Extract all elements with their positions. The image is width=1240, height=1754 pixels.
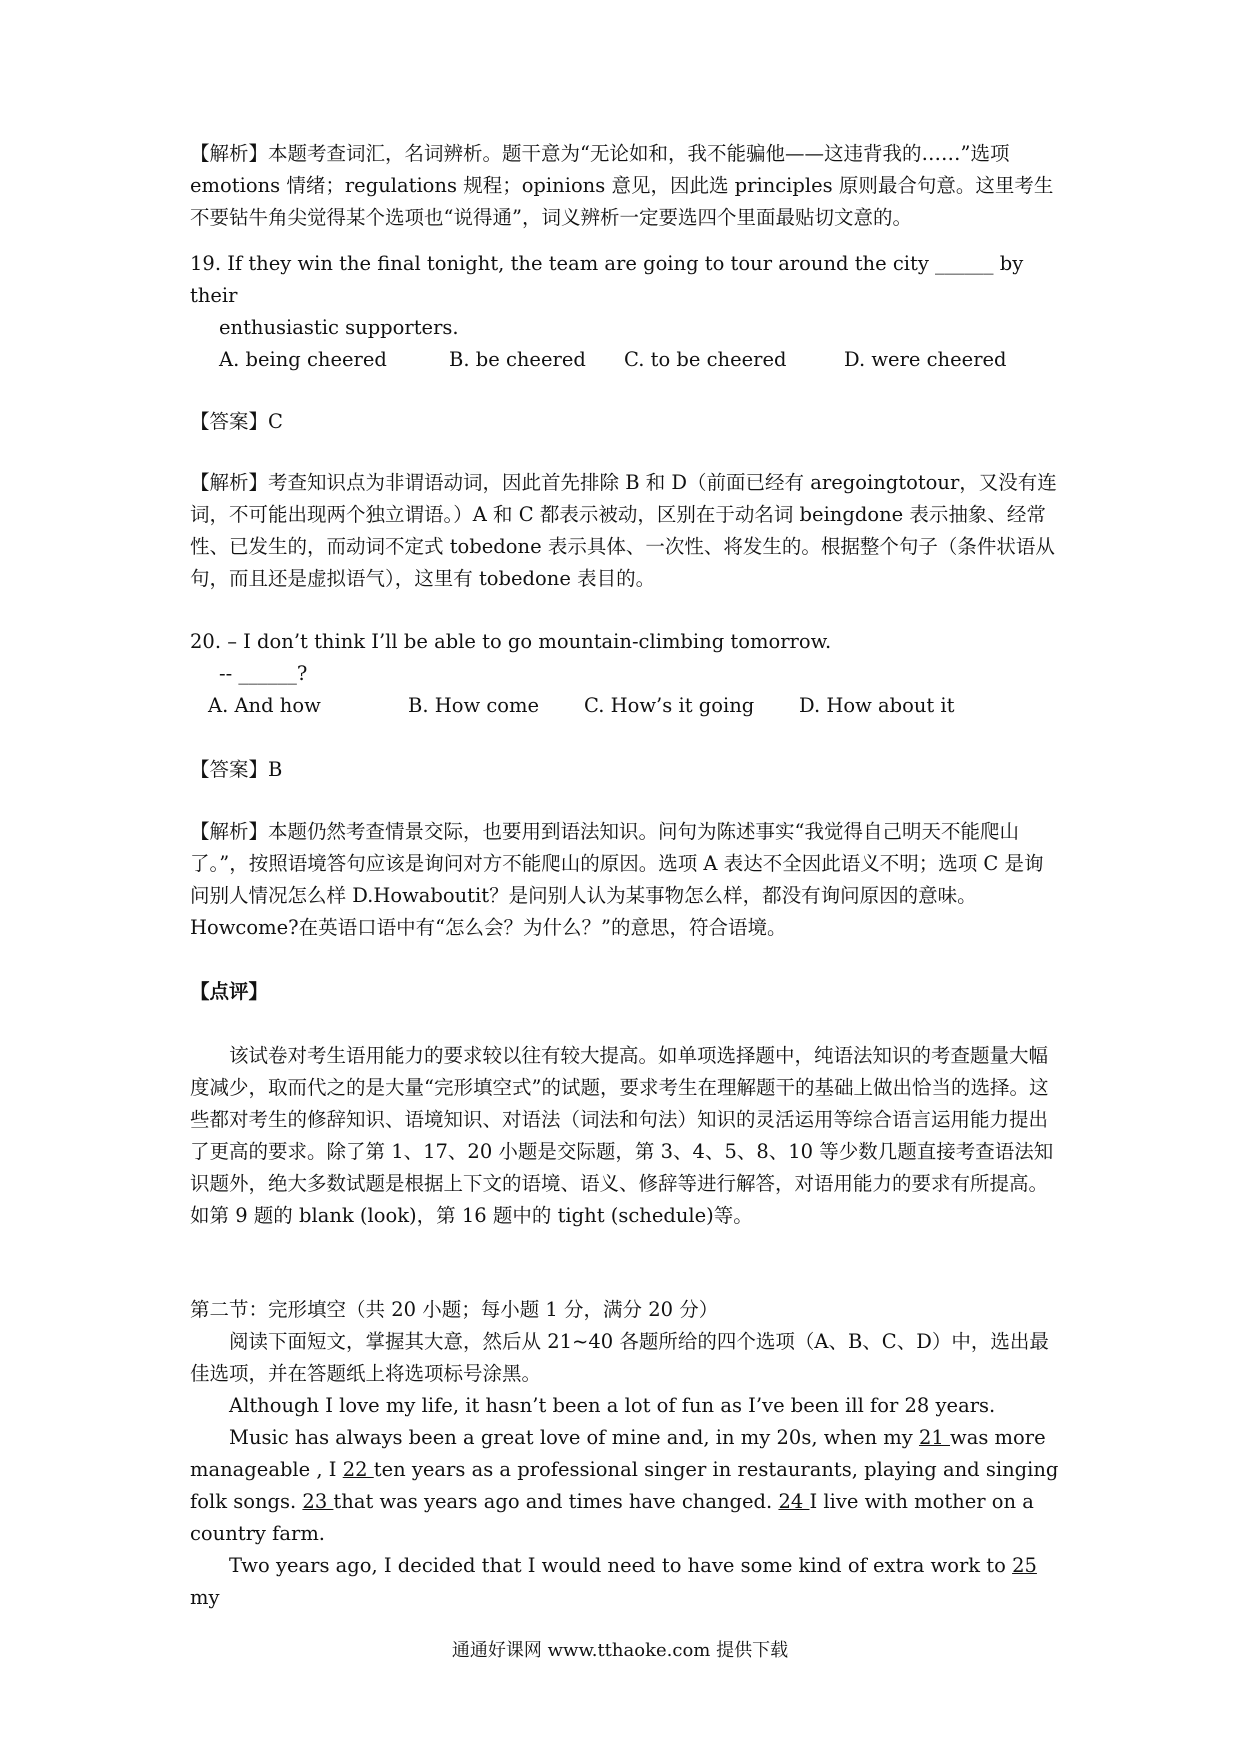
q20-analysis-block xyxy=(190,816,1060,944)
p2-text-d: that was years ago and times have changed. xyxy=(333,1490,779,1513)
q19-stem-line1: 19. If they win the final tonight, the team are going to tour around the city ______ by their xyxy=(190,252,1024,307)
question-19 xyxy=(190,248,1060,376)
q19-analysis: 【解析】考查知识点为非谓语动词，因此首先排除 B 和 D（前面已经有 aregoingtotour，又没有连词，不可能出现两个独立谓语。）A 和 C 都表示被动，区别在于动名词 beingdone 表示抽象、经常性、已发生的，而动词不定式 tobedone 表示具体、一次性、将发生的。根据整个句子（条件状语从句，而且还是虚拟语气），这里有 tobedone 表目的。 xyxy=(190,471,1057,590)
passage-paragraph-1: Although I love my life, it hasn’t been a lot of fun as I’ve been ill for 28 years. xyxy=(229,1394,996,1417)
p2-text-c: ten years as a professional singer in restaurants, playing and singing folk songs. xyxy=(190,1458,1059,1513)
q19-analysis-block xyxy=(190,467,1060,595)
q20-stem-line2: -- ______? xyxy=(219,662,308,685)
p2-text-e: I live with mother on a country farm. xyxy=(190,1490,1034,1545)
page-footer: 通通好课网 www.tthaoke.com 提供下载 xyxy=(451,1640,789,1661)
comment-body-block xyxy=(190,1040,1060,1232)
p2-text-b: was more manageable , I xyxy=(190,1426,1046,1481)
p2-text-a: Music has always been a great love of mine and, in my 20s, when my xyxy=(229,1426,919,1449)
q20-option-d: D. How about it xyxy=(799,694,955,717)
q19-stem-line2: enthusiastic supporters. xyxy=(219,316,459,339)
comment-title: 【点评】 xyxy=(190,980,269,1003)
q20-options xyxy=(190,690,1060,722)
blank-25: 25 xyxy=(1012,1554,1037,1577)
q19-options xyxy=(190,344,1060,376)
q19-option-c: C. to be cheered xyxy=(624,348,787,371)
blank-21: 21 xyxy=(918,1426,950,1449)
p3-text-a: Two years ago, I decided that I would need to have some kind of extra work to xyxy=(229,1554,1013,1577)
q20-option-a: A. And how xyxy=(208,694,321,717)
q20-answer-block xyxy=(190,754,1060,786)
q20-analysis: 【解析】本题仍然考查情景交际，也要用到语法知识。问句为陈述事实“我觉得自己明天不能爬山了。”，按照语境答句应该是询问对方不能爬山的原因。选项 A 表达不全因此语义不明；选项 C 是询问别人情况怎么样 D.Howaboutit？是问别人认为某事物怎么样，都没有询问原因的意味。Howcome?在英语口语中有“怎么会？为什么？”的意思，符合语境。 xyxy=(190,820,1044,939)
blank-23: 23 xyxy=(302,1490,334,1513)
q20-option-c: C. How’s it going xyxy=(584,694,755,717)
passage-paragraph-3 xyxy=(190,1550,1060,1614)
section2-instruction: 阅读下面短文，掌握其大意，然后从 21~40 各题所给的四个选项（A、B、C、D）中，选出最佳选项，并在答题纸上将选项标号涂黑。 xyxy=(190,1330,1049,1385)
blank-24: 24 xyxy=(778,1490,810,1513)
section2 xyxy=(190,1294,1060,1614)
q19-answer: 【答案】C xyxy=(190,410,283,433)
comment-title-block xyxy=(190,976,1060,1008)
q20-option-b: B. How come xyxy=(408,694,540,717)
passage-paragraph-2 xyxy=(190,1422,1060,1550)
p3-text-b: my xyxy=(190,1586,220,1609)
q20-answer: 【答案】B xyxy=(190,758,283,781)
q18-analysis-block xyxy=(190,138,1060,234)
q19-option-b: B. be cheered xyxy=(449,348,586,371)
blank-22: 22 xyxy=(342,1458,374,1481)
comment-body: 该试卷对考生语用能力的要求较以往有较大提高。如单项选择题中，纯语法知识的考查题量大幅度减少，取而代之的是大量“完形填空式”的试题，要求考生在理解题干的基础上做出恰当的选择。这些都对考生的修辞知识、语境知识、对语法（词法和句法）知识的灵活运用等综合语言运用能力提出了更高的要求。除了第 1、17、20 小题是交际题，第 3、4、5、8、10 等少数几题直接考查语法知识题外，绝大多数试题是根据上下文的语境、语义、修辞等进行解答，对语用能力的要求有所提高。如第 9 题的 blank (look)，第 16 题中的 tight (schedule)等。 xyxy=(190,1044,1054,1227)
q19-option-a: A. being cheered xyxy=(219,348,387,371)
q19-option-d: D. were cheered xyxy=(844,348,1007,371)
q20-stem-line1: 20. – I don’t think I’ll be able to go mountain-climbing tomorrow. xyxy=(190,630,832,653)
section2-heading: 第二节：完形填空（共 20 小题；每小题 1 分，满分 20 分） xyxy=(190,1298,719,1321)
question-20 xyxy=(190,626,1060,722)
q18-analysis: 【解析】本题考查词汇，名词辨析。题干意为“无论如和，我不能骗他——这违背我的……”选项 emotions 情绪；regulations 规程；opinions 意见，因此选 principles 原则最合句意。这里考生不要钻牛角尖觉得某个选项也“说得通”，词义辨析一定要选四个里面最贴切文意的。 xyxy=(190,142,1054,229)
q19-answer-block xyxy=(190,406,1060,438)
